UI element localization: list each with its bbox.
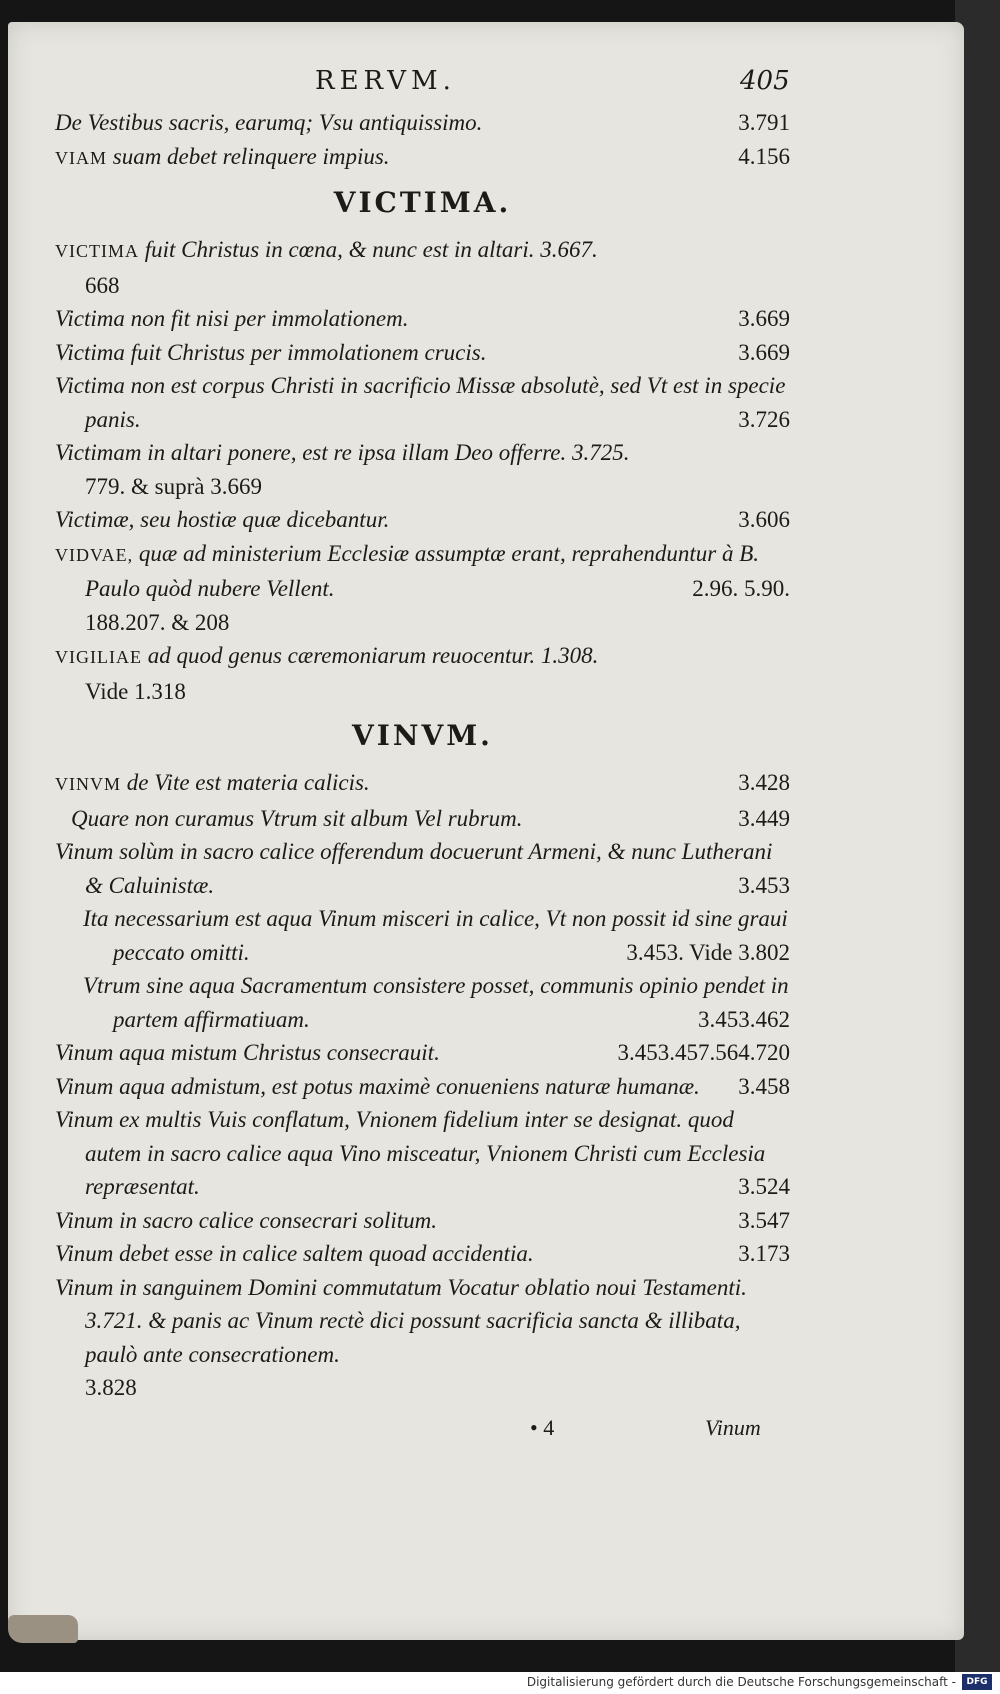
index-entry xyxy=(55,336,790,370)
entry-continuation: Vide 1.318 xyxy=(85,678,186,704)
entry-text: Victimæ, seu hostiæ quæ dicebantur. xyxy=(55,507,390,532)
entry-continuation: 668 xyxy=(85,272,120,298)
index-entry xyxy=(55,1070,790,1104)
entry-text: suam debet relinquere impius. xyxy=(112,143,390,169)
index-entry xyxy=(83,969,790,1036)
entry-text: fuit Christus in cœna, & nunc est in altari. 3.667. xyxy=(144,237,598,262)
entry-reference: 3.453. Vide 3.802 xyxy=(626,939,790,965)
entry-text: De Vestibus sacris, earumq; Vsu antiquissimo. xyxy=(55,110,483,135)
entry-lead: VINVM xyxy=(55,774,121,794)
dfg-logo: DFG xyxy=(962,1674,992,1690)
entry-reference: 3.669 xyxy=(738,339,790,365)
page-number: 405 xyxy=(740,66,790,96)
catchword: Vinum xyxy=(705,1414,761,1440)
digitization-credit: Digitalisierung gefördert durch die Deutsche Forschungsgemeinschaft - xyxy=(526,1675,956,1689)
entry-reference: 3.726 xyxy=(738,406,790,432)
entry-reference: 3.606 xyxy=(738,507,790,532)
entry-continuation: 188.207. & 208 xyxy=(85,609,230,635)
entry-continuation: 779. & suprà 3.669 xyxy=(85,473,262,499)
page-content xyxy=(55,60,790,1455)
index-entry xyxy=(55,302,790,336)
entry-lead: VICTIMA xyxy=(55,241,139,261)
entry-reference: 4.156 xyxy=(738,143,790,169)
page-footer xyxy=(55,1415,790,1455)
index-entry xyxy=(55,233,790,302)
index-entry xyxy=(55,1271,790,1405)
entry-reference: 3.669 xyxy=(738,306,790,331)
index-entry xyxy=(55,835,790,902)
signature-mark: • 4 xyxy=(530,1414,555,1440)
index-entry xyxy=(71,802,790,836)
entry-text: Vinum aqua mistum Christus consecrauit. xyxy=(55,1040,440,1065)
entry-lead: VIGILIAE xyxy=(55,647,142,667)
entry-reference: 3.453.457.564.720 xyxy=(617,1040,790,1065)
entry-text: Vtrum sine aqua Sacramentum consistere posset, communis opinio pendet in partem affirmatiuam. xyxy=(83,973,789,1032)
entry-text: Vinum debet esse in calice saltem quoad accidentia. xyxy=(55,1241,534,1266)
section-heading-vinum: VINVM. xyxy=(352,719,493,752)
entry-reference: 3.547 xyxy=(738,1207,790,1233)
index-entry xyxy=(55,537,790,640)
index-entry xyxy=(55,503,790,537)
entry-text: Vinum ex multis Vuis conflatum, Vnionem fidelium inter se designat. quod autem in sacro calice aqua Vino misceatur, Vnionem Christi cum Ecclesia repræsentat. xyxy=(55,1107,766,1199)
entry-reference: 3.453.462 xyxy=(698,1006,790,1032)
entry-reference: 3.458 xyxy=(738,1073,790,1099)
worn-page-corner xyxy=(8,1615,78,1643)
entry-reference: 3.791 xyxy=(738,110,790,135)
entry-reference: 3.453 xyxy=(738,872,790,898)
entry-lead: VIAM xyxy=(55,147,107,168)
entry-lead: VIDVAE, xyxy=(55,544,134,565)
entry-text: quæ ad ministerium Ecclesiæ assumptæ erant, reprahenduntur à B. Paulo quòd nubere Vellent. xyxy=(85,540,760,601)
index-entry xyxy=(55,1103,790,1204)
index-entry xyxy=(55,1204,790,1238)
entry-reference: 3.524 xyxy=(738,1174,790,1199)
entry-reference: 3.428 xyxy=(738,770,790,795)
index-entry xyxy=(83,902,790,969)
index-entry xyxy=(55,369,790,436)
entry-text: ad quod genus cæremoniarum reuocentur. 1.308. xyxy=(147,643,599,668)
entry-text: Vinum in sacro calice consecrari solitum. xyxy=(55,1207,437,1233)
page-header xyxy=(55,60,790,106)
index-entry xyxy=(55,436,790,503)
index-entry xyxy=(55,1036,790,1070)
index-entry xyxy=(55,1237,790,1271)
entry-text: Victimam in altari ponere, est re ipsa illam Deo offerre. 3.725. xyxy=(55,440,630,465)
entry-continuation: 3.828 xyxy=(85,1375,137,1400)
entry-text: Vinum solùm in sacro calice offerendum docuerunt Armeni, & nunc Lutherani & Caluinistæ. xyxy=(55,839,773,898)
entry-text: Victima non est corpus Christi in sacrificio Missæ absolutè, sed Vt est in specie panis. xyxy=(55,373,786,432)
entry-text: Victima fuit Christus per immolationem crucis. xyxy=(55,339,487,365)
entry-reference: 3.173 xyxy=(738,1241,790,1266)
entry-text: Vinum in sanguinem Domini commutatum Vocatur oblatio noui Testamenti. 3.721. & panis ac Vinum rectè dici possunt sacrificia sancta & illibata, paulò ante consecrationem. xyxy=(55,1274,747,1367)
running-title: RERVM. xyxy=(315,66,456,96)
entry-text: Quare non curamus Vtrum sit album Vel rubrum. xyxy=(71,805,523,831)
entry-text: Victima non fit nisi per immolationem. xyxy=(55,306,409,331)
index-entry xyxy=(55,106,790,140)
entry-text: de Vite est materia calicis. xyxy=(126,770,370,795)
entry-text: Vinum aqua admistum, est potus maximè conueniens naturæ humanæ. xyxy=(55,1073,700,1099)
index-entry xyxy=(55,140,790,176)
index-entry xyxy=(55,639,790,708)
entry-text: Ita necessarium est aqua Vinum misceri in calice, Vt non possit id sine graui peccato omitti. xyxy=(83,906,788,965)
entry-reference: 3.449 xyxy=(738,805,790,831)
index-entry xyxy=(55,766,790,802)
entry-reference: 2.96. 5.90. xyxy=(692,576,790,601)
section-heading-victima: VICTIMA. xyxy=(333,186,512,219)
